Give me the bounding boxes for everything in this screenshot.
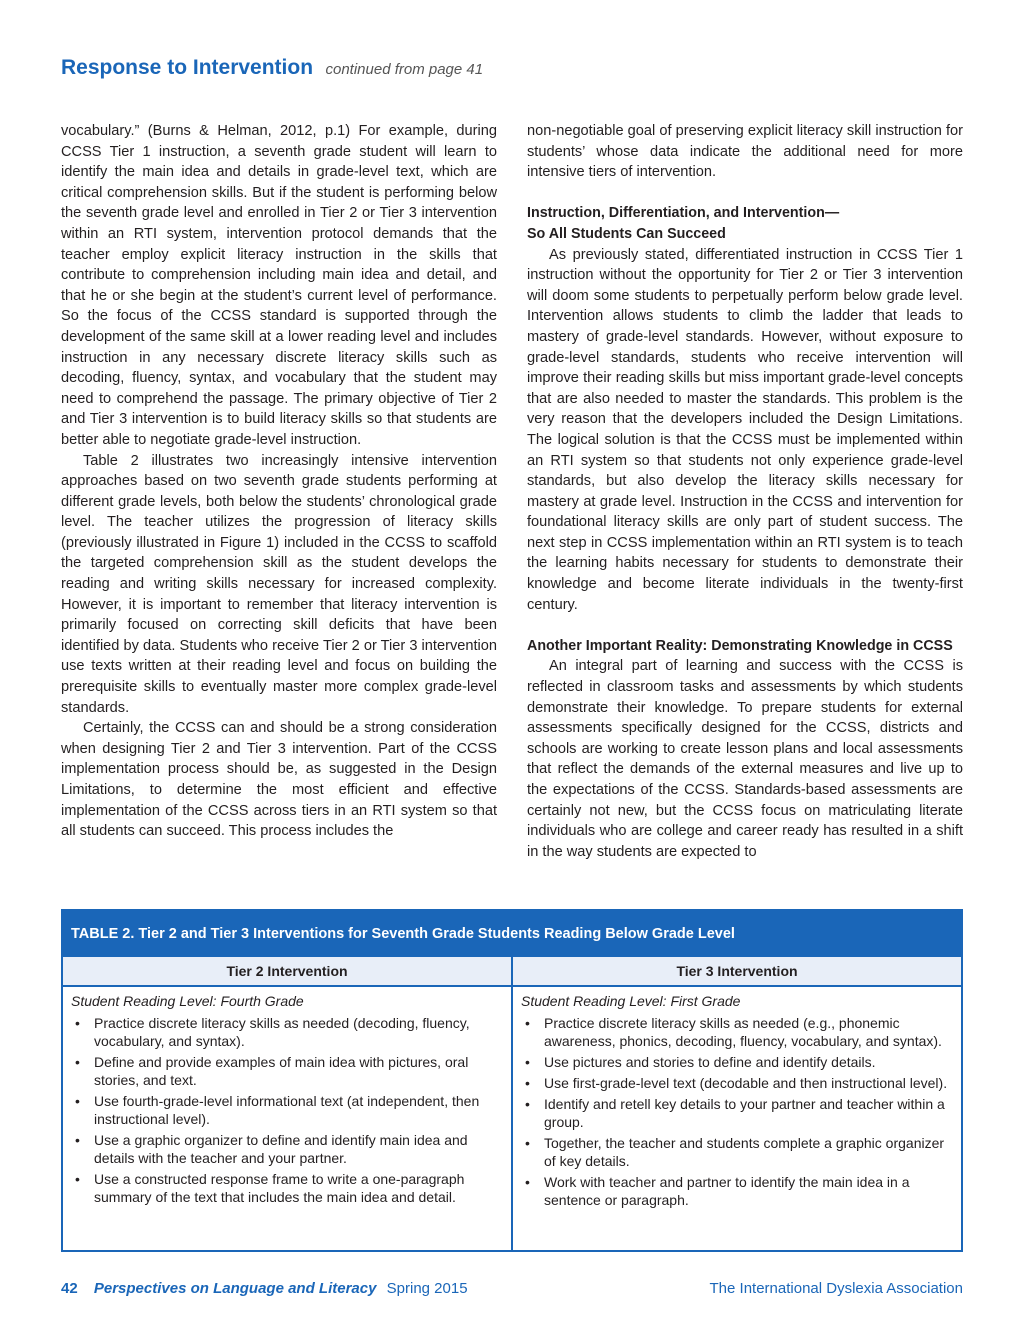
list-item: • Together, the teacher and students complete a graphic organizer of key details. xyxy=(521,1134,953,1170)
journal-name: Perspectives on Language and Literacy xyxy=(93,1280,377,1297)
paragraph: Certainly, the CCSS can and should be a strong consideration when designing Tier 2 and Tier 3 intervention. Part of the CCSS implementation process should be, as suggested in the Design Limitations, to determine the most efficient and effective implementation of the CCSS across tiers in an RTI system so that all students can succeed. This process includes the xyxy=(61,720,497,840)
bullet-list xyxy=(71,1014,503,1206)
heading-line: So All Students Can Succeed xyxy=(527,225,726,242)
column-content xyxy=(513,987,961,1209)
left-column xyxy=(61,121,497,842)
column-header: Tier 2 Intervention xyxy=(63,957,511,987)
column-header: Tier 3 Intervention xyxy=(513,957,961,987)
tier-3-column xyxy=(513,957,961,1250)
list-item: • Practice discrete literacy skills as needed (decoding, fluency, vocabulary, and syntax). xyxy=(71,1014,503,1050)
section-heading xyxy=(527,203,963,244)
organization-name: The International Dyslexia Association xyxy=(709,1280,963,1297)
issue-season: Spring 2015 xyxy=(386,1280,468,1297)
continued-note: continued from page 41 xyxy=(325,61,484,78)
list-item: • Use a constructed response frame to write a one-paragraph summary of the text that includes the main idea and detail. xyxy=(71,1170,503,1206)
reading-level: Student Reading Level: First Grade xyxy=(521,993,741,1009)
paragraph: vocabulary.” (Burns & Helman, 2012, p.1) For example, during CCSS Tier 1 instruction, a seventh grade student will learn to identify the main idea and details in grade-level text, which are critical comprehension skills. But if the student is performing below the seventh grade level and enrolled in Tier 2 or Tier 3 intervention within an RTI system, intervention protocol demands that the teacher employ explicit literacy instruction in the skills that contribute to comprehension including main idea and detail, and that he or she begin at the student’s current level of performance. So the focus of the CCSS standard is supported through the development of the same skill at a lower reading level and includes instruction in any necessary discrete literacy skills such as decoding, fluency, syntax, and vocabulary that the student may need to comprehend the passage. The primary objective of Tier 2 and Tier 3 intervention is to build literacy skills so that students are better able to negotiate grade-level instruction. xyxy=(61,123,497,448)
paragraph: An integral part of learning and success with the CCSS is reflected in classroom tasks and assessments by which students demonstrate their knowledge. To prepare students for external assessments specifically designed for the CCSS, districts and schools are working to create lesson plans and local assessments that reflect the demands of the external measures and live up to the expectations of the CCSS. Standards-based assessments are certainly not new, but the CCSS focus on matriculating literate individuals who are college and career ready has resulted in a shift in the way students are expected to xyxy=(527,658,963,860)
list-item: • Use pictures and stories to define and identify details. xyxy=(521,1053,953,1071)
list-item: • Use first-grade-level text (decodable and then instructional level). xyxy=(521,1074,953,1092)
column-content xyxy=(63,987,511,1206)
section-heading: Another Important Reality: Demonstrating Knowledge in CCSS xyxy=(527,637,953,654)
paragraph: Table 2 illustrates two increasingly intensive intervention approaches based on two seventh grade students performing at different grade levels, both below the students’ chronological grade level. The teacher utilizes the progression of literacy skills (previously illustrated in Figure 1) included in the CCSS to scaffold the targeted comprehension skill as the student develops the reading and writing skills necessary for increased complexity. However, it is important to remember that literacy intervention is primarily focused on correcting skill deficits that have been identified by data. Students who receive Tier 2 or Tier 3 intervention use texts written at their reading level and focus on building the prerequisite skills to eventually master more complex grade-level standards. xyxy=(61,452,497,716)
page-footer xyxy=(61,1280,963,1302)
bullet-list xyxy=(521,1014,953,1209)
page-number: 42 xyxy=(61,1280,78,1297)
table-body xyxy=(63,957,961,1250)
list-item: • Use a graphic organizer to define and identify main idea and details with the teacher and your partner. xyxy=(71,1131,503,1167)
list-item: • Identify and retell key details to your partner and teacher within a group. xyxy=(521,1095,953,1131)
paragraph: non-negotiable goal of preserving explicit literacy skill instruction for students’ whose data indicate the additional need for more intensive tiers of intervention. xyxy=(527,123,963,181)
spacer xyxy=(527,615,963,636)
list-item: • Use fourth-grade-level informational text (at independent, then instructional level). xyxy=(71,1092,503,1128)
table-title: TABLE 2. Tier 2 and Tier 3 Interventions for Seventh Grade Students Reading Below Grade Level xyxy=(63,911,961,957)
tier-2-column xyxy=(63,957,513,1250)
spacer xyxy=(527,183,963,204)
list-item: • Work with teacher and partner to identify the main idea in a sentence or paragraph. xyxy=(521,1173,953,1209)
paragraph: As previously stated, differentiated instruction in CCSS Tier 1 instruction without the opportunity for Tier 2 or Tier 3 intervention will doom some students to perpetually perform below grade level. Intervention allows students to climb the ladder that leads to mastery of grade-level standards. However, without exposure to grade-level standards, students who receive intervention will improve their reading skills but miss important grade-level concepts that are also needed to master the standards. This problem is the very reason that the developers included the Design Limitations. The logical solution is that the CCSS must be implemented within an RTI system so that students not only experience grade-level standards, but also develop the literacy skills necessary for mastery at grade level. Instruction in the CCSS and intervention for foundational literacy skills are only part of student success. The next step in CCSS implementation within an RTI system is to teach the learning habits necessary for students to demonstrate their knowledge and become literate individuals in the twenty-first century. xyxy=(527,246,963,613)
reading-level: Student Reading Level: Fourth Grade xyxy=(71,993,304,1009)
list-item: • Define and provide examples of main idea with pictures, oral stories, and text. xyxy=(71,1053,503,1089)
right-column xyxy=(527,121,963,862)
section-title: Response to Intervention xyxy=(61,56,314,79)
table-2 xyxy=(61,909,963,1252)
heading-line: Instruction, Differentiation, and Intervention— xyxy=(527,205,840,222)
list-item: • Practice discrete literacy skills as needed (e.g., phonemic awareness, phonics, decoding, fluency, vocabulary, and syntax). xyxy=(521,1014,953,1050)
running-header xyxy=(61,56,483,80)
